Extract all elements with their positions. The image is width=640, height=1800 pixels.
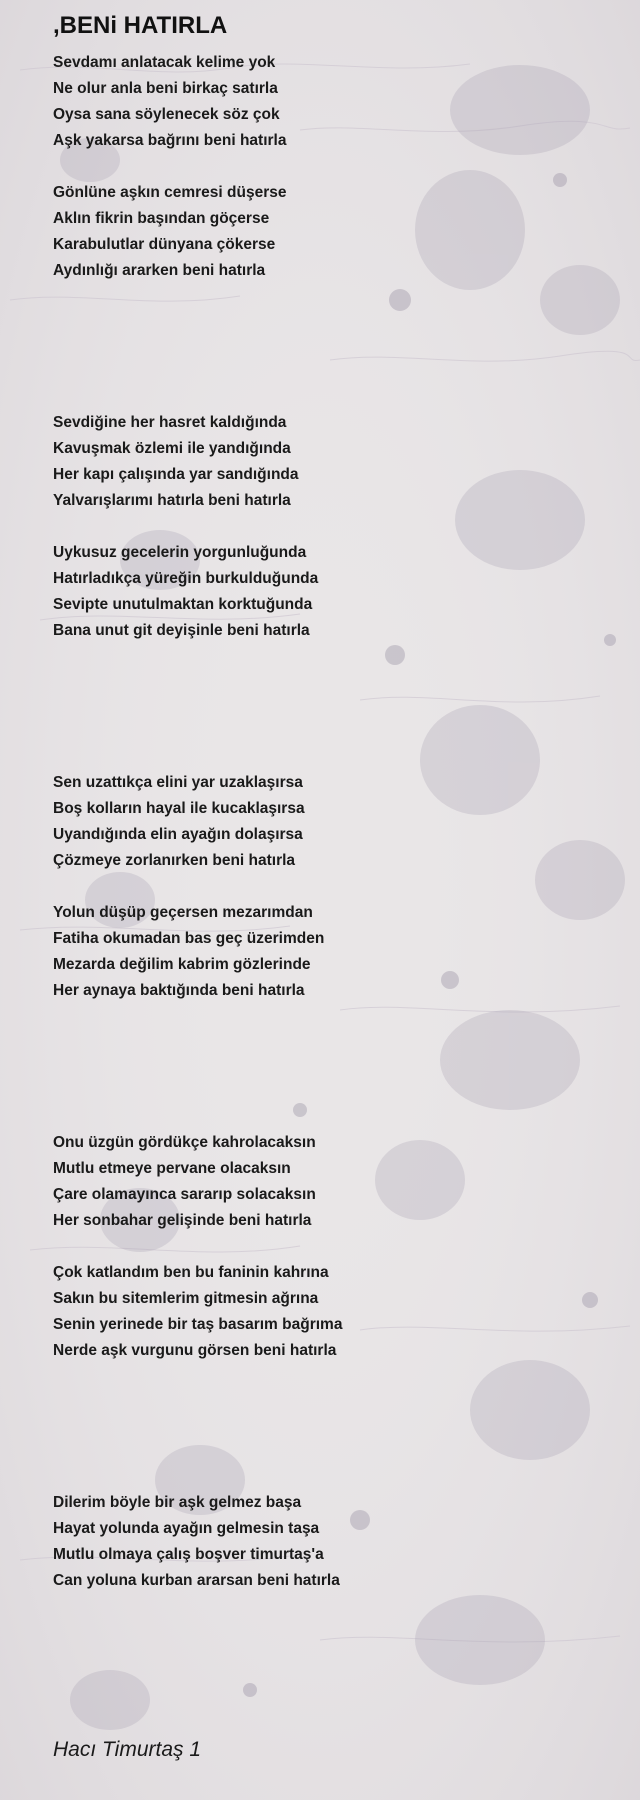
poem-line: Boş kolların hayal ile kucaklaşırsa — [53, 800, 305, 817]
poem-line: Nerde aşk vurgunu görsen beni hatırla — [53, 1342, 337, 1359]
poem-line: Hatırladıkça yüreğin burkulduğunda — [53, 570, 319, 587]
poem-line: Her kapı çalışında yar sandığında — [53, 466, 299, 483]
poem-line: Can yoluna kurban ararsan beni hatırla — [53, 1572, 340, 1589]
poem-line: Bana unut git deyişinle beni hatırla — [53, 622, 310, 639]
stanza-2 — [53, 180, 286, 284]
poem-line: Aklın fikrin başından göçerse — [53, 210, 270, 227]
poem-line: Sen uzattıkça elini yar uzaklaşırsa — [53, 774, 303, 791]
stanza-9 — [53, 1490, 340, 1594]
poem-line: Yolun düşüp geçersen mezarımdan — [53, 904, 313, 921]
poem-line: Her sonbahar gelişinde beni hatırla — [53, 1212, 312, 1229]
poem-line: Hayat yolunda ayağın gelmesin taşa — [53, 1520, 320, 1537]
stanza-6 — [53, 900, 324, 1004]
poem-line: Çok katlandım ben bu faninin kahrına — [53, 1264, 329, 1281]
stanza-1 — [53, 50, 286, 154]
stanza-3 — [53, 410, 299, 514]
stanza-4 — [53, 540, 318, 644]
poem-line: Mezarda değilim kabrim gözlerinde — [53, 956, 311, 973]
poem-line: Uyandığında elin ayağın dolaşırsa — [53, 826, 303, 843]
poem-line: Uykusuz gecelerin yorgunluğunda — [53, 544, 307, 561]
poem-line: Sevipte unutulmaktan korktuğunda — [53, 596, 313, 613]
poem-line: Kavuşmak özlemi ile yandığında — [53, 440, 291, 457]
stanza-8 — [53, 1260, 342, 1364]
poem-title: ,BENi HATIRLA — [53, 12, 228, 39]
poem-line: Karabulutlar dünyana çökerse — [53, 236, 276, 253]
poem-line: Senin yerinede bir taş basarım bağrıma — [53, 1316, 343, 1333]
poem-line: Her aynaya baktığında beni hatırla — [53, 982, 305, 999]
poem-author: Hacı Timurtaş 1 — [53, 1738, 202, 1761]
stanza-7 — [53, 1130, 316, 1234]
poem-line: Çözmeye zorlanırken beni hatırla — [53, 852, 296, 869]
poem-line: Mutlu olmaya çalış boşver timurtaş'a — [53, 1546, 324, 1563]
poem-line: Yalvarışlarımı hatırla beni hatırla — [53, 492, 291, 509]
poem-line: Sevdamı anlatacak kelime yok — [53, 54, 276, 71]
poem-line: Aşk yakarsa bağrını beni hatırla — [53, 132, 287, 149]
stanza-5 — [53, 770, 305, 874]
poem-line: Aydınlığı ararken beni hatırla — [53, 262, 266, 279]
poem-line: Oysa sana söylenecek söz çok — [53, 106, 280, 123]
poem-line: Mutlu etmeye pervane olacaksın — [53, 1160, 291, 1177]
poem-line: Dilerim böyle bir aşk gelmez başa — [53, 1494, 302, 1511]
poem-line: Gönlüne aşkın cemresi düşerse — [53, 184, 287, 201]
poem-line: Sakın bu sitemlerim gitmesin ağrına — [53, 1290, 319, 1307]
poem-line: Fatiha okumadan bas geç üzerimden — [53, 930, 325, 947]
poem-line: Ne olur anla beni birkaç satırla — [53, 80, 278, 97]
poem-line: Çare olamayınca sararıp solacaksın — [53, 1186, 316, 1203]
poem-line: Sevdiğine her hasret kaldığında — [53, 414, 287, 431]
poem-line: Onu üzgün gördükçe kahrolacaksın — [53, 1134, 316, 1151]
